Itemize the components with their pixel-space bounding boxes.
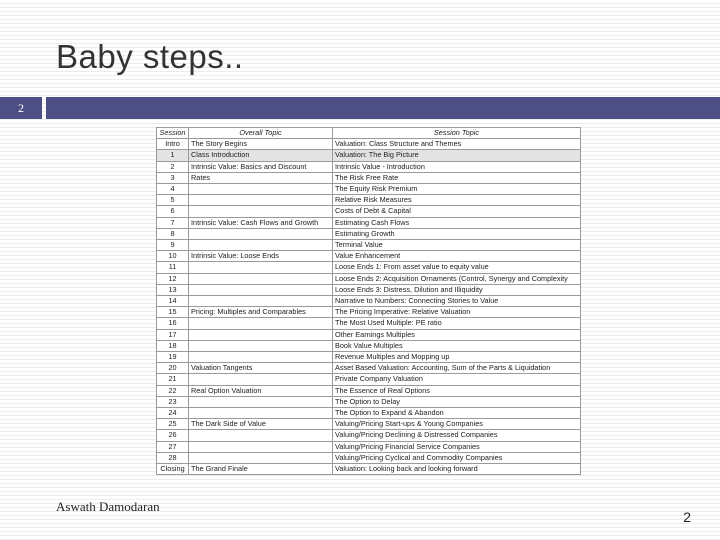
table-row bbox=[157, 408, 581, 419]
cell-session-topic: Narrative to Numbers: Connecting Stories to Value bbox=[333, 296, 581, 307]
cell-session-topic: Value Enhancement bbox=[333, 251, 581, 262]
header-session-topic: Session Topic bbox=[333, 128, 581, 139]
cell-session: 4 bbox=[157, 184, 189, 195]
cell-overall-topic: The Dark Side of Value bbox=[189, 419, 333, 430]
cell-session: 24 bbox=[157, 408, 189, 419]
cell-overall-topic bbox=[189, 206, 333, 217]
cell-session: 12 bbox=[157, 273, 189, 284]
cell-session-topic: Relative Risk Measures bbox=[333, 195, 581, 206]
cell-session-topic: Estimating Cash Flows bbox=[333, 217, 581, 228]
cell-session: 28 bbox=[157, 452, 189, 463]
table-row bbox=[157, 307, 581, 318]
cell-overall-topic: The Grand Finale bbox=[189, 464, 333, 475]
cell-overall-topic bbox=[189, 396, 333, 407]
cell-overall-topic bbox=[189, 408, 333, 419]
cell-session-topic: Valuation: Looking back and looking forward bbox=[333, 464, 581, 475]
table-row bbox=[157, 441, 581, 452]
table-row bbox=[157, 161, 581, 172]
cell-session-topic: Valuing/Pricing Financial Service Companies bbox=[333, 441, 581, 452]
cell-session-topic: Private Company Valuation bbox=[333, 374, 581, 385]
table-row bbox=[157, 139, 581, 150]
table-row bbox=[157, 296, 581, 307]
table-row bbox=[157, 273, 581, 284]
table-row bbox=[157, 284, 581, 295]
cell-overall-topic bbox=[189, 329, 333, 340]
header-session: Session bbox=[157, 128, 189, 139]
cell-overall-topic: Class Introduction bbox=[189, 150, 333, 161]
cell-session: 22 bbox=[157, 385, 189, 396]
table-row bbox=[157, 385, 581, 396]
table-row bbox=[157, 262, 581, 273]
table-row bbox=[157, 329, 581, 340]
cell-overall-topic: Intrinsic Value: Cash Flows and Growth bbox=[189, 217, 333, 228]
table-header-row bbox=[157, 128, 581, 139]
table-row bbox=[157, 184, 581, 195]
cell-overall-topic: Intrinsic Value: Basics and Discount bbox=[189, 161, 333, 172]
table-row bbox=[157, 352, 581, 363]
cell-session-topic: The Essence of Real Options bbox=[333, 385, 581, 396]
schedule-table bbox=[156, 127, 581, 475]
cell-session-topic: Asset Based Valuation: Accounting, Sum of the Parts & Liquidation bbox=[333, 363, 581, 374]
cell-overall-topic: Real Option Valuation bbox=[189, 385, 333, 396]
cell-overall-topic bbox=[189, 284, 333, 295]
cell-session: 17 bbox=[157, 329, 189, 340]
slide-number-box: 2 bbox=[0, 97, 42, 119]
table-row bbox=[157, 195, 581, 206]
cell-session-topic: Terminal Value bbox=[333, 240, 581, 251]
cell-overall-topic bbox=[189, 430, 333, 441]
cell-session-topic: The Pricing Imperative: Relative Valuation bbox=[333, 307, 581, 318]
table-row bbox=[157, 363, 581, 374]
cell-overall-topic bbox=[189, 195, 333, 206]
table-row bbox=[157, 318, 581, 329]
table-row bbox=[157, 217, 581, 228]
cell-session: Closing bbox=[157, 464, 189, 475]
cell-overall-topic bbox=[189, 352, 333, 363]
cell-session: 1 bbox=[157, 150, 189, 161]
cell-session-topic: Valuing/Pricing Start-ups & Young Companies bbox=[333, 419, 581, 430]
cell-overall-topic bbox=[189, 340, 333, 351]
cell-overall-topic bbox=[189, 452, 333, 463]
cell-session-topic: The Risk Free Rate bbox=[333, 172, 581, 183]
table-body bbox=[157, 139, 581, 475]
table-row bbox=[157, 396, 581, 407]
cell-overall-topic bbox=[189, 240, 333, 251]
cell-session-topic: Valuing/Pricing Cyclical and Commodity Companies bbox=[333, 452, 581, 463]
cell-session: 26 bbox=[157, 430, 189, 441]
cell-session: 15 bbox=[157, 307, 189, 318]
cell-session-topic: Valuing/Pricing Declining & Distressed Companies bbox=[333, 430, 581, 441]
table-row bbox=[157, 464, 581, 475]
cell-session: 23 bbox=[157, 396, 189, 407]
cell-session: 3 bbox=[157, 172, 189, 183]
cell-overall-topic bbox=[189, 273, 333, 284]
cell-session: 10 bbox=[157, 251, 189, 262]
slide-title: Baby steps.. bbox=[56, 38, 244, 75]
cell-session: 21 bbox=[157, 374, 189, 385]
cell-session: Intro bbox=[157, 139, 189, 150]
cell-session-topic: The Equity Risk Premium bbox=[333, 184, 581, 195]
cell-overall-topic bbox=[189, 296, 333, 307]
cell-session-topic: Valuation: Class Structure and Themes bbox=[333, 139, 581, 150]
cell-session-topic: Valuation: The Big Picture bbox=[333, 150, 581, 161]
cell-session: 14 bbox=[157, 296, 189, 307]
cell-overall-topic bbox=[189, 374, 333, 385]
header-overall-topic: Overall Topic bbox=[189, 128, 333, 139]
table-row bbox=[157, 374, 581, 385]
cell-session-topic: Other Earnings Multiples bbox=[333, 329, 581, 340]
cell-session: 25 bbox=[157, 419, 189, 430]
cell-overall-topic: Rates bbox=[189, 172, 333, 183]
table-row bbox=[157, 430, 581, 441]
cell-session: 11 bbox=[157, 262, 189, 273]
cell-overall-topic: Valuation Tangents bbox=[189, 363, 333, 374]
cell-overall-topic: Intrinsic Value: Loose Ends bbox=[189, 251, 333, 262]
table-row bbox=[157, 172, 581, 183]
cell-session-topic: Revenue Multiples and Mopping up bbox=[333, 352, 581, 363]
table-row bbox=[157, 251, 581, 262]
table-row bbox=[157, 150, 581, 161]
cell-session-topic: Estimating Growth bbox=[333, 228, 581, 239]
cell-session: 5 bbox=[157, 195, 189, 206]
table-row bbox=[157, 206, 581, 217]
cell-overall-topic: Pricing: Multiples and Comparables bbox=[189, 307, 333, 318]
cell-session: 18 bbox=[157, 340, 189, 351]
cell-session-topic: Loose Ends 2: Acquisition Ornaments (Control, Synergy and Complexity bbox=[333, 273, 581, 284]
cell-overall-topic bbox=[189, 262, 333, 273]
cell-session-topic: The Most Used Multiple: PE ratio bbox=[333, 318, 581, 329]
table-row bbox=[157, 228, 581, 239]
cell-session: 6 bbox=[157, 206, 189, 217]
cell-overall-topic bbox=[189, 318, 333, 329]
table-row bbox=[157, 340, 581, 351]
cell-session: 19 bbox=[157, 352, 189, 363]
title-bar bbox=[46, 97, 720, 119]
cell-session-topic: Loose Ends 3: Distress, Dilution and Illiquidity bbox=[333, 284, 581, 295]
cell-session-topic: Intrinsic Value - Introduction bbox=[333, 161, 581, 172]
cell-overall-topic bbox=[189, 184, 333, 195]
cell-session-topic: The Option to Delay bbox=[333, 396, 581, 407]
cell-session-topic: The Option to Expand & Abandon bbox=[333, 408, 581, 419]
cell-session-topic: Loose Ends 1: From asset value to equity value bbox=[333, 262, 581, 273]
table-row bbox=[157, 419, 581, 430]
table-row bbox=[157, 240, 581, 251]
cell-session: 16 bbox=[157, 318, 189, 329]
cell-overall-topic bbox=[189, 228, 333, 239]
cell-session: 20 bbox=[157, 363, 189, 374]
page-number: 2 bbox=[683, 509, 691, 525]
cell-session: 7 bbox=[157, 217, 189, 228]
cell-overall-topic: The Story Begins bbox=[189, 139, 333, 150]
cell-session: 9 bbox=[157, 240, 189, 251]
cell-session: 13 bbox=[157, 284, 189, 295]
cell-session: 2 bbox=[157, 161, 189, 172]
footer-author: Aswath Damodaran bbox=[56, 499, 160, 514]
table-row bbox=[157, 452, 581, 463]
cell-session-topic: Costs of Debt & Capital bbox=[333, 206, 581, 217]
cell-session: 8 bbox=[157, 228, 189, 239]
cell-session-topic: Book Value Multiples bbox=[333, 340, 581, 351]
cell-overall-topic bbox=[189, 441, 333, 452]
cell-session: 27 bbox=[157, 441, 189, 452]
